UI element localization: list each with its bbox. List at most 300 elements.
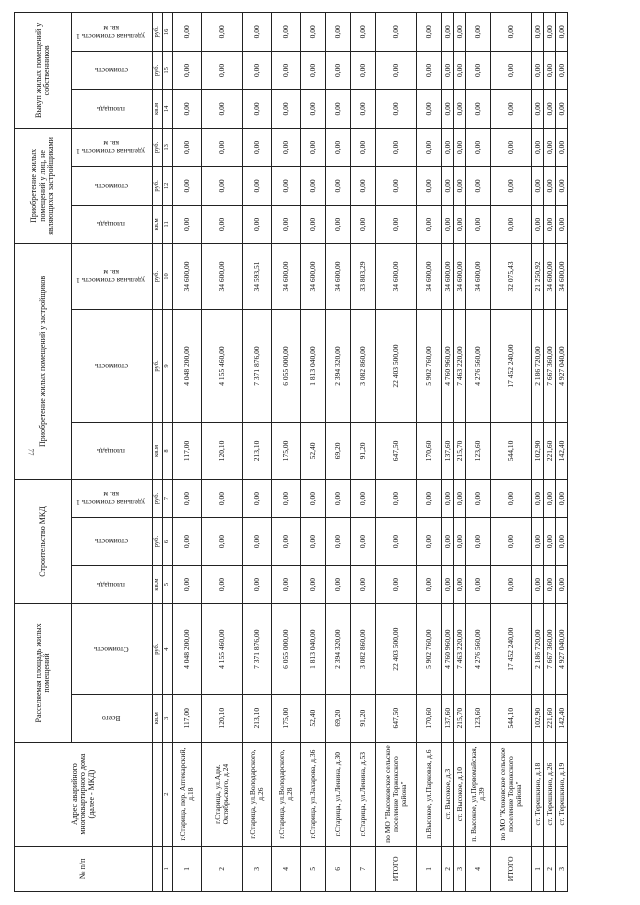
zero-value-cell: 0,00 bbox=[417, 167, 442, 206]
subheader-unit-cost bbox=[72, 244, 153, 310]
construction-area: 0,00 bbox=[417, 565, 442, 604]
zero-value-cell: 0,00 bbox=[442, 167, 454, 206]
purchase-dev-area: 102,90 bbox=[532, 423, 544, 480]
construction-unit-cost: 0,00 bbox=[491, 479, 532, 518]
subheader-area bbox=[72, 565, 153, 604]
construction-unit-cost: 0,00 bbox=[417, 479, 442, 518]
purchase-dev-area: 117,00 bbox=[173, 423, 202, 480]
row-number: 2 bbox=[544, 846, 556, 891]
column-number-cell: 16 bbox=[163, 13, 173, 52]
construction-cost: 0,00 bbox=[532, 518, 544, 566]
resettled-cost: 4 276 560,00 bbox=[466, 604, 491, 695]
row-address: п.Высокое, ул.Парковая, д.6 bbox=[417, 742, 442, 846]
zero-value-cell: 0,00 bbox=[466, 128, 491, 167]
purchase-dev-cost: 4 155 460,00 bbox=[202, 309, 243, 422]
construction-cost: 0,00 bbox=[454, 518, 466, 566]
purchase-dev-cost: 4 760 960,00 bbox=[442, 309, 454, 422]
column-number-cell: 1 bbox=[163, 846, 173, 891]
zero-value-cell: 0,00 bbox=[491, 51, 532, 90]
subheader-area-text: площадь bbox=[97, 446, 125, 456]
zero-value-cell: 0,00 bbox=[376, 205, 417, 244]
purchase-dev-unit-cost: 34 600,00 bbox=[466, 244, 491, 310]
subheader-unit-cost bbox=[72, 128, 153, 167]
zero-value-cell: 0,00 bbox=[532, 205, 544, 244]
column-number-cell: 13 bbox=[163, 128, 173, 167]
construction-unit-cost: 0,00 bbox=[351, 479, 376, 518]
zero-value-cell: 0,00 bbox=[301, 13, 326, 52]
subheader-area-text: площадь bbox=[97, 104, 125, 114]
purchase-dev-area: 170,60 bbox=[417, 423, 442, 480]
subheader-unit-cost bbox=[72, 13, 153, 52]
table-row bbox=[442, 13, 454, 892]
header-purchase-dev: Приобретение жилых помещений у застройщиков bbox=[15, 244, 72, 480]
construction-area: 0,00 bbox=[556, 565, 568, 604]
column-number-cell: 5 bbox=[163, 565, 173, 604]
row-number: 5 bbox=[301, 846, 326, 891]
zero-value-cell: 0,00 bbox=[326, 90, 351, 129]
zero-value-cell: 0,00 bbox=[454, 128, 466, 167]
zero-value-cell: 0,00 bbox=[173, 90, 202, 129]
header-resettled: Расселяемая площадь жилых помещений bbox=[15, 604, 72, 742]
purchase-dev-unit-cost: 34 600,00 bbox=[442, 244, 454, 310]
row-address: г.Старица, ул.Володарского, д.28 bbox=[272, 742, 301, 846]
construction-area: 0,00 bbox=[173, 565, 202, 604]
resettled-area: 175,00 bbox=[272, 694, 301, 742]
unit-cell: руб. bbox=[153, 128, 163, 167]
subheader-total bbox=[72, 694, 153, 742]
rotated-table-container bbox=[14, 12, 626, 892]
purchase-dev-area: 137,60 bbox=[442, 423, 454, 480]
construction-cost: 0,00 bbox=[351, 518, 376, 566]
zero-value-cell: 0,00 bbox=[272, 51, 301, 90]
zero-value-cell: 0,00 bbox=[544, 205, 556, 244]
construction-area: 0,00 bbox=[442, 565, 454, 604]
purchase-dev-unit-cost: 34 600,00 bbox=[301, 244, 326, 310]
row-address: п. Высокое, ул.Первомайская, д.39 bbox=[466, 742, 491, 846]
purchase-dev-unit-cost: 34 600,00 bbox=[544, 244, 556, 310]
resettled-area: 102,90 bbox=[532, 694, 544, 742]
zero-value-cell: 0,00 bbox=[272, 13, 301, 52]
row-number: 7 bbox=[351, 846, 376, 891]
purchase-dev-area: 647,50 bbox=[376, 423, 417, 480]
zero-value-cell: 0,00 bbox=[243, 51, 272, 90]
unit-cell: руб. bbox=[153, 51, 163, 90]
zero-value-cell: 0,00 bbox=[491, 90, 532, 129]
purchase-dev-cost: 3 082 860,00 bbox=[351, 309, 376, 422]
zero-value-cell: 0,00 bbox=[202, 13, 243, 52]
zero-value-cell: 0,00 bbox=[442, 205, 454, 244]
zero-value-cell: 0,00 bbox=[466, 90, 491, 129]
row-number: 4 bbox=[272, 846, 301, 891]
table-row bbox=[202, 13, 243, 892]
row-number: ИТОГО bbox=[376, 846, 417, 891]
zero-value-cell: 0,00 bbox=[491, 13, 532, 52]
subheader-area bbox=[72, 423, 153, 480]
zero-value-cell: 0,00 bbox=[326, 13, 351, 52]
unit-cell: кв.м bbox=[153, 694, 163, 742]
zero-value-cell: 0,00 bbox=[532, 128, 544, 167]
zero-value-cell: 0,00 bbox=[532, 90, 544, 129]
subheader-cost-text: стоимость bbox=[94, 66, 128, 76]
zero-value-cell: 0,00 bbox=[376, 128, 417, 167]
purchase-dev-area: 142,40 bbox=[556, 423, 568, 480]
table-row bbox=[301, 13, 326, 892]
construction-cost: 0,00 bbox=[417, 518, 442, 566]
resettled-area: 215,70 bbox=[454, 694, 466, 742]
purchase-dev-cost: 5 902 760,00 bbox=[417, 309, 442, 422]
zero-value-cell: 0,00 bbox=[532, 167, 544, 206]
purchase-dev-cost: 7 463 220,00 bbox=[454, 309, 466, 422]
row-address: по МО "Высоковское сельское поселение Торжокского района" bbox=[376, 742, 417, 846]
resettled-area: 213,10 bbox=[243, 694, 272, 742]
zero-value-cell: 0,00 bbox=[376, 90, 417, 129]
zero-value-cell: 0,00 bbox=[544, 167, 556, 206]
construction-cost: 0,00 bbox=[243, 518, 272, 566]
row-address: г.Старица, ул.Ленина, д.30 bbox=[326, 742, 351, 846]
resettled-cost: 7 371 876,00 bbox=[243, 604, 272, 695]
zero-value-cell: 0,00 bbox=[243, 205, 272, 244]
table-row bbox=[466, 13, 491, 892]
subheader-unit-cost bbox=[72, 479, 153, 518]
subheader-area bbox=[72, 205, 153, 244]
resettled-area: 647,50 bbox=[376, 694, 417, 742]
row-number: 1 bbox=[532, 846, 544, 891]
purchase-dev-unit-cost: 32 075,43 bbox=[491, 244, 532, 310]
row-address: по МО "Клоковское сельское поселение Торжокского района" bbox=[491, 742, 532, 846]
zero-value-cell: 0,00 bbox=[466, 205, 491, 244]
column-number-cell: 3 bbox=[163, 694, 173, 742]
zero-value-cell: 0,00 bbox=[556, 51, 568, 90]
unit-cell: руб. bbox=[153, 13, 163, 52]
construction-unit-cost: 0,00 bbox=[272, 479, 301, 518]
construction-unit-cost: 0,00 bbox=[556, 479, 568, 518]
zero-value-cell: 0,00 bbox=[326, 205, 351, 244]
column-number-cell: 10 bbox=[163, 244, 173, 310]
construction-area: 0,00 bbox=[243, 565, 272, 604]
unit-cell: руб. bbox=[153, 309, 163, 422]
zero-value-cell: 0,00 bbox=[326, 167, 351, 206]
zero-value-cell: 0,00 bbox=[173, 51, 202, 90]
construction-area: 0,00 bbox=[491, 565, 532, 604]
unit-cell: руб. bbox=[153, 604, 163, 695]
resettled-cost: 17 452 240,00 bbox=[491, 604, 532, 695]
resettled-area: 137,60 bbox=[442, 694, 454, 742]
table-row bbox=[556, 13, 568, 892]
purchase-dev-unit-cost: 33 803,29 bbox=[351, 244, 376, 310]
zero-value-cell: 0,00 bbox=[202, 167, 243, 206]
subheader-cost bbox=[72, 167, 153, 206]
construction-cost: 0,00 bbox=[376, 518, 417, 566]
zero-value-cell: 0,00 bbox=[202, 128, 243, 167]
subheader-cost-resettled bbox=[72, 604, 153, 695]
purchase-dev-area: 221,60 bbox=[544, 423, 556, 480]
purchase-dev-unit-cost: 34 593,51 bbox=[243, 244, 272, 310]
unit-cell: кв.м bbox=[153, 205, 163, 244]
construction-unit-cost: 0,00 bbox=[243, 479, 272, 518]
construction-unit-cost: 0,00 bbox=[544, 479, 556, 518]
construction-unit-cost: 0,00 bbox=[454, 479, 466, 518]
zero-value-cell: 0,00 bbox=[544, 90, 556, 129]
construction-cost: 0,00 bbox=[173, 518, 202, 566]
subheader-cost-resettled-text: Стоимость bbox=[93, 645, 129, 655]
zero-value-cell: 0,00 bbox=[491, 205, 532, 244]
subheader-cost-text: стоимость bbox=[94, 361, 128, 371]
header-num: № п/п bbox=[15, 846, 153, 891]
zero-value-cell: 0,00 bbox=[202, 90, 243, 129]
table-row bbox=[173, 13, 202, 892]
subheader-cost bbox=[72, 309, 153, 422]
zero-value-cell: 0,00 bbox=[491, 128, 532, 167]
zero-value-cell: 0,00 bbox=[454, 205, 466, 244]
zero-value-cell: 0,00 bbox=[301, 128, 326, 167]
construction-unit-cost: 0,00 bbox=[376, 479, 417, 518]
resettled-area: 123,60 bbox=[466, 694, 491, 742]
purchase-dev-cost: 7 667 360,00 bbox=[544, 309, 556, 422]
zero-value-cell: 0,00 bbox=[272, 90, 301, 129]
construction-unit-cost: 0,00 bbox=[442, 479, 454, 518]
zero-value-cell: 0,00 bbox=[351, 13, 376, 52]
column-number-cell: 11 bbox=[163, 205, 173, 244]
resettled-area: 52,40 bbox=[301, 694, 326, 742]
purchase-dev-cost: 1 813 040,00 bbox=[301, 309, 326, 422]
resettled-cost: 5 902 760,00 bbox=[417, 604, 442, 695]
zero-value-cell: 0,00 bbox=[376, 167, 417, 206]
zero-value-cell: 0,00 bbox=[376, 13, 417, 52]
resettled-cost: 4 048 200,00 bbox=[173, 604, 202, 695]
zero-value-cell: 0,00 bbox=[202, 205, 243, 244]
column-number-cell: 2 bbox=[163, 742, 173, 846]
purchase-dev-unit-cost: 34 600,00 bbox=[272, 244, 301, 310]
subheader-cost-text: стоимость bbox=[94, 181, 128, 191]
unit-cell bbox=[153, 742, 163, 846]
page-number: 77 bbox=[26, 448, 35, 456]
zero-value-cell: 0,00 bbox=[544, 128, 556, 167]
unit-cell: кв.м bbox=[153, 90, 163, 129]
resettled-cost: 4 760 960,00 bbox=[442, 604, 454, 695]
zero-value-cell: 0,00 bbox=[556, 205, 568, 244]
construction-unit-cost: 0,00 bbox=[173, 479, 202, 518]
subheader-area-text: площадь bbox=[97, 220, 125, 230]
construction-cost: 0,00 bbox=[326, 518, 351, 566]
unit-cell: руб. bbox=[153, 167, 163, 206]
purchase-dev-cost: 4 048 200,00 bbox=[173, 309, 202, 422]
table-row bbox=[544, 13, 556, 892]
row-number: 2 bbox=[202, 846, 243, 891]
purchase-dev-cost: 4 927 040,00 bbox=[556, 309, 568, 422]
construction-area: 0,00 bbox=[454, 565, 466, 604]
resettled-cost: 22 403 500,00 bbox=[376, 604, 417, 695]
resettled-cost: 7 667 360,00 bbox=[544, 604, 556, 695]
zero-value-cell: 0,00 bbox=[442, 90, 454, 129]
purchase-dev-cost: 22 403 500,00 bbox=[376, 309, 417, 422]
zero-value-cell: 0,00 bbox=[417, 128, 442, 167]
zero-value-cell: 0,00 bbox=[466, 51, 491, 90]
row-address: г.Старица, пер. Аптекарский, д.18 bbox=[173, 742, 202, 846]
resettled-area: 117,00 bbox=[173, 694, 202, 742]
subheader-cost bbox=[72, 518, 153, 566]
zero-value-cell: 0,00 bbox=[442, 13, 454, 52]
row-address: г.Старица, ул.Адм. Октябрьского, д.24 bbox=[202, 742, 243, 846]
zero-value-cell: 0,00 bbox=[243, 90, 272, 129]
construction-area: 0,00 bbox=[532, 565, 544, 604]
zero-value-cell: 0,00 bbox=[556, 13, 568, 52]
table-row bbox=[454, 13, 466, 892]
row-address: г.Старица, ул.Захарова, д.36 bbox=[301, 742, 326, 846]
zero-value-cell: 0,00 bbox=[351, 128, 376, 167]
resettled-area: 221,60 bbox=[544, 694, 556, 742]
unit-cell: руб. bbox=[153, 479, 163, 518]
row-address: ст. Высокое, д.3 bbox=[442, 742, 454, 846]
table-row bbox=[532, 13, 544, 892]
subheader-area-text: площадь bbox=[97, 580, 125, 590]
purchase-dev-unit-cost: 21 250,92 bbox=[532, 244, 544, 310]
resettled-area: 120,10 bbox=[202, 694, 243, 742]
zero-value-cell: 0,00 bbox=[466, 167, 491, 206]
unit-cell bbox=[153, 846, 163, 891]
construction-area: 0,00 bbox=[376, 565, 417, 604]
row-number: 4 bbox=[466, 846, 491, 891]
zero-value-cell: 0,00 bbox=[301, 205, 326, 244]
purchase-dev-area: 215,70 bbox=[454, 423, 466, 480]
row-number: 1 bbox=[417, 846, 442, 891]
row-number: 3 bbox=[454, 846, 466, 891]
zero-value-cell: 0,00 bbox=[466, 13, 491, 52]
resettled-area: 69,20 bbox=[326, 694, 351, 742]
subheader-total-text: Всего bbox=[101, 714, 121, 724]
zero-value-cell: 0,00 bbox=[173, 167, 202, 206]
zero-value-cell: 0,00 bbox=[351, 167, 376, 206]
construction-unit-cost: 0,00 bbox=[466, 479, 491, 518]
zero-value-cell: 0,00 bbox=[454, 13, 466, 52]
zero-value-cell: 0,00 bbox=[272, 167, 301, 206]
row-address: г.Старица, ул.Ленина, д.53 bbox=[351, 742, 376, 846]
row-address: ст. Терешкино, д.19 bbox=[556, 742, 568, 846]
construction-area: 0,00 bbox=[202, 565, 243, 604]
purchase-dev-cost: 6 055 000,00 bbox=[272, 309, 301, 422]
construction-area: 0,00 bbox=[272, 565, 301, 604]
resettled-cost: 2 186 720,00 bbox=[532, 604, 544, 695]
resettled-cost: 2 394 320,00 bbox=[326, 604, 351, 695]
table-body bbox=[173, 13, 568, 892]
purchase-dev-cost: 7 371 876,00 bbox=[243, 309, 272, 422]
subheader-area bbox=[72, 90, 153, 129]
zero-value-cell: 0,00 bbox=[173, 13, 202, 52]
row-number: ИТОГО bbox=[491, 846, 532, 891]
construction-cost: 0,00 bbox=[442, 518, 454, 566]
construction-cost: 0,00 bbox=[556, 518, 568, 566]
column-number-cell: 7 bbox=[163, 479, 173, 518]
zero-value-cell: 0,00 bbox=[326, 128, 351, 167]
zero-value-cell: 0,00 bbox=[544, 51, 556, 90]
unit-cell: руб. bbox=[153, 244, 163, 310]
zero-value-cell: 0,00 bbox=[556, 90, 568, 129]
column-number-cell: 12 bbox=[163, 167, 173, 206]
purchase-dev-cost: 2 186 720,00 bbox=[532, 309, 544, 422]
column-number-cell: 8 bbox=[163, 423, 173, 480]
resettled-area: 170,60 bbox=[417, 694, 442, 742]
zero-value-cell: 0,00 bbox=[301, 51, 326, 90]
purchase-dev-area: 123,60 bbox=[466, 423, 491, 480]
construction-unit-cost: 0,00 bbox=[532, 479, 544, 518]
purchase-dev-area: 120,10 bbox=[202, 423, 243, 480]
row-address: ст. Высокое, д.10 bbox=[454, 742, 466, 846]
subheader-unit-cost-text: удельная стоимость 1 кв. м bbox=[76, 490, 146, 508]
zero-value-cell: 0,00 bbox=[351, 90, 376, 129]
construction-cost: 0,00 bbox=[491, 518, 532, 566]
zero-value-cell: 0,00 bbox=[417, 90, 442, 129]
resettled-cost: 3 082 860,00 bbox=[351, 604, 376, 695]
unit-cell: кв.м bbox=[153, 423, 163, 480]
row-number: 6 bbox=[326, 846, 351, 891]
units-row bbox=[153, 13, 163, 892]
unit-cell: руб. bbox=[153, 518, 163, 566]
purchase-dev-area: 213,10 bbox=[243, 423, 272, 480]
subheader-cost bbox=[72, 51, 153, 90]
construction-cost: 0,00 bbox=[544, 518, 556, 566]
unit-cell: кв.м bbox=[153, 565, 163, 604]
row-address: ст. Терешкино, д.26 bbox=[544, 742, 556, 846]
row-number: 3 bbox=[243, 846, 272, 891]
header-address: Адрес аварийного многоквартирного дома (далее - МКД) bbox=[15, 742, 153, 846]
zero-value-cell: 0,00 bbox=[301, 167, 326, 206]
zero-value-cell: 0,00 bbox=[243, 167, 272, 206]
purchase-dev-area: 175,00 bbox=[272, 423, 301, 480]
zero-value-cell: 0,00 bbox=[544, 13, 556, 52]
purchase-dev-area: 69,20 bbox=[326, 423, 351, 480]
construction-area: 0,00 bbox=[544, 565, 556, 604]
header-construction: Строительство МКД bbox=[15, 479, 72, 604]
construction-cost: 0,00 bbox=[272, 518, 301, 566]
table-row bbox=[243, 13, 272, 892]
zero-value-cell: 0,00 bbox=[442, 128, 454, 167]
purchase-dev-area: 52,40 bbox=[301, 423, 326, 480]
purchase-dev-unit-cost: 34 600,00 bbox=[202, 244, 243, 310]
purchase-dev-cost: 4 276 560,00 bbox=[466, 309, 491, 422]
resettled-cost: 4 927 040,00 bbox=[556, 604, 568, 695]
table-row bbox=[376, 13, 417, 892]
resettled-cost: 7 463 220,00 bbox=[454, 604, 466, 695]
construction-area: 0,00 bbox=[466, 565, 491, 604]
zero-value-cell: 0,00 bbox=[202, 51, 243, 90]
zero-value-cell: 0,00 bbox=[442, 51, 454, 90]
construction-unit-cost: 0,00 bbox=[326, 479, 351, 518]
zero-value-cell: 0,00 bbox=[417, 205, 442, 244]
zero-value-cell: 0,00 bbox=[556, 167, 568, 206]
purchase-dev-unit-cost: 34 600,00 bbox=[454, 244, 466, 310]
column-number-cell: 14 bbox=[163, 90, 173, 129]
construction-cost: 0,00 bbox=[466, 518, 491, 566]
purchase-dev-cost: 17 452 240,00 bbox=[491, 309, 532, 422]
purchase-dev-unit-cost: 34 600,00 bbox=[173, 244, 202, 310]
zero-value-cell: 0,00 bbox=[417, 13, 442, 52]
purchase-dev-cost: 2 394 320,00 bbox=[326, 309, 351, 422]
purchase-dev-area: 91,20 bbox=[351, 423, 376, 480]
table-row bbox=[417, 13, 442, 892]
subheader-unit-cost-text: удельная стоимость 1 кв. м bbox=[76, 139, 146, 157]
column-number-cell: 15 bbox=[163, 51, 173, 90]
zero-value-cell: 0,00 bbox=[454, 167, 466, 206]
row-number: 1 bbox=[173, 846, 202, 891]
resettled-area: 142,40 bbox=[556, 694, 568, 742]
row-number: 2 bbox=[442, 846, 454, 891]
construction-area: 0,00 bbox=[326, 565, 351, 604]
zero-value-cell: 0,00 bbox=[301, 90, 326, 129]
purchase-dev-unit-cost: 34 600,00 bbox=[376, 244, 417, 310]
zero-value-cell: 0,00 bbox=[272, 128, 301, 167]
table-row bbox=[491, 13, 532, 892]
zero-value-cell: 0,00 bbox=[326, 51, 351, 90]
zero-value-cell: 0,00 bbox=[173, 128, 202, 167]
